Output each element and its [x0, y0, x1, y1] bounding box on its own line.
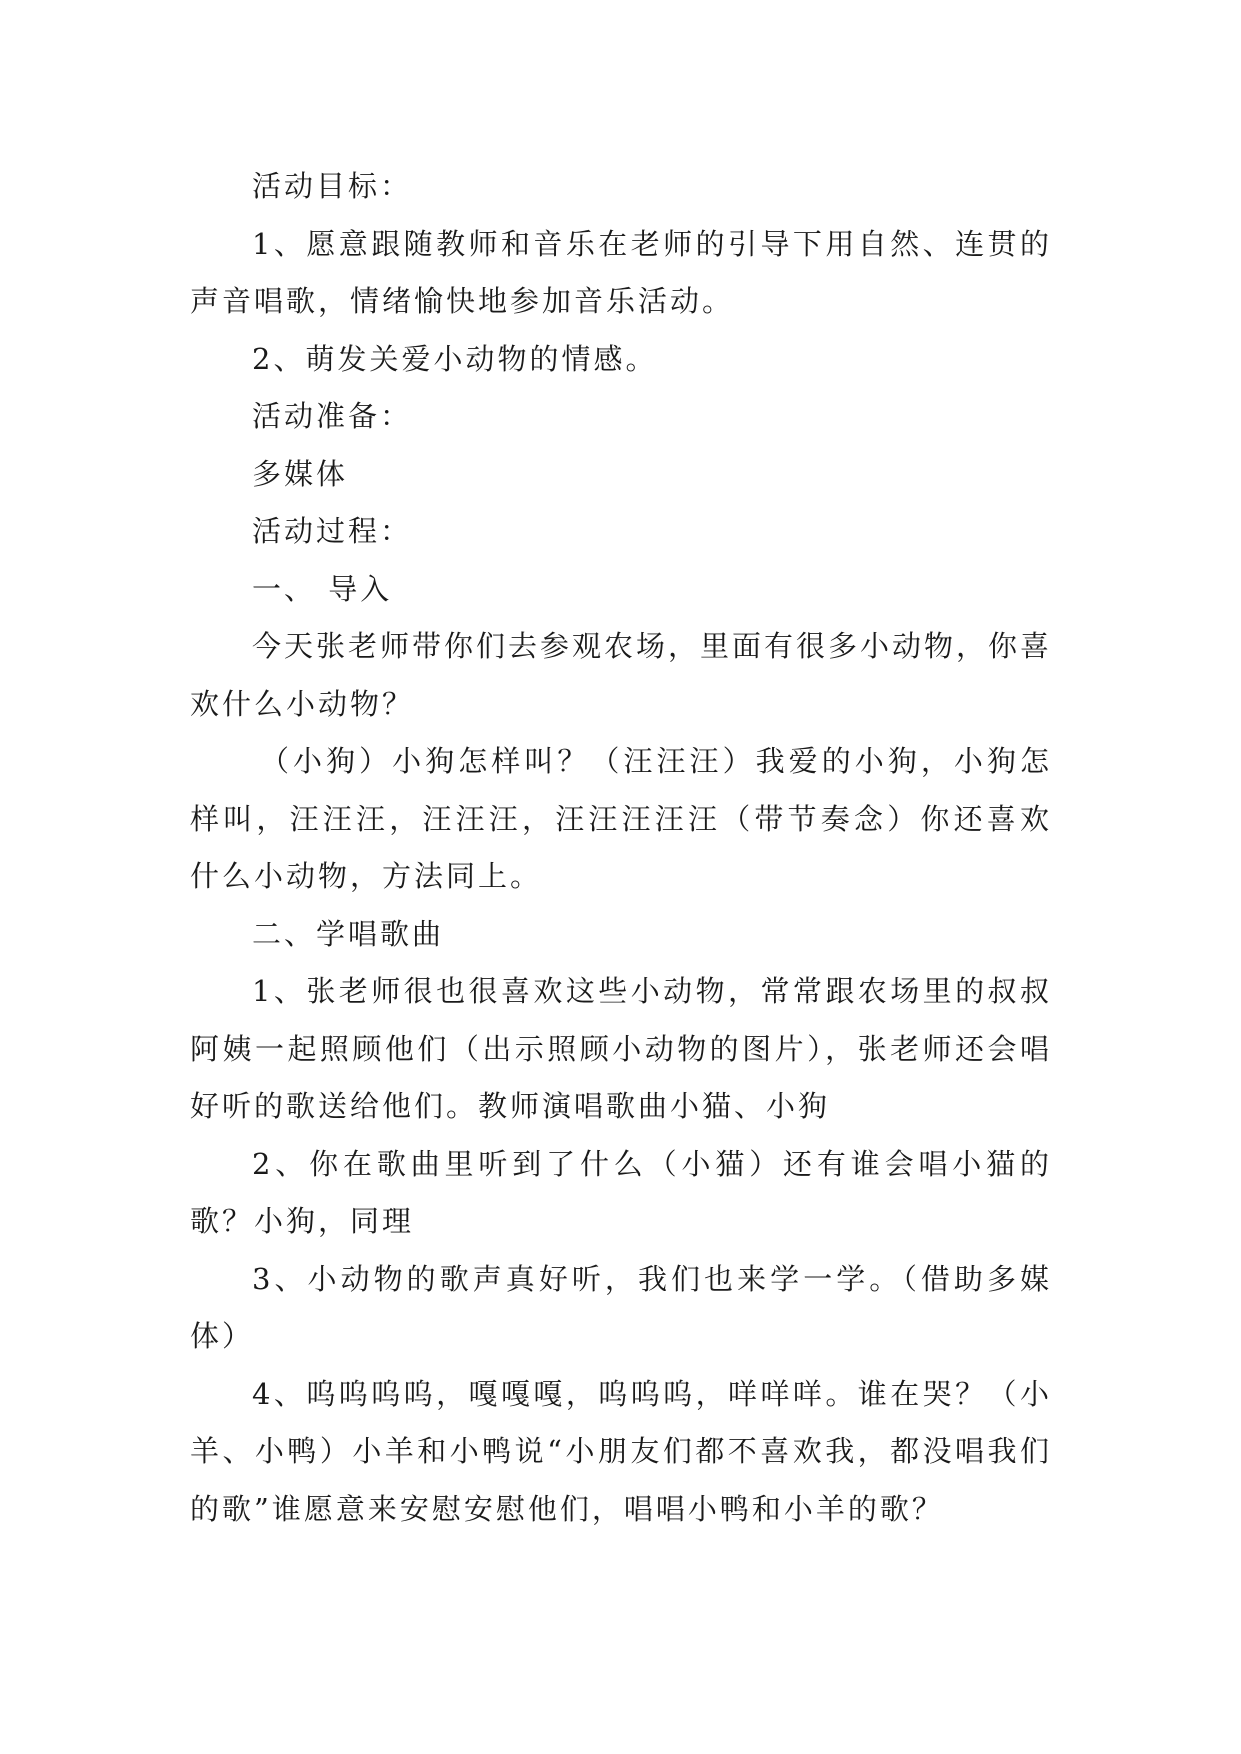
- preparation-item: 多媒体: [252, 456, 349, 491]
- goal-item-1: 1、愿意跟随教师和音乐在老师的引导下用自然、连贯的声音唱歌，情绪愉快地参加音乐活动。: [190, 226, 1052, 318]
- learn-step-3: 3、小动物的歌声真好听，我们也来学一学。（借助多媒体）: [190, 1261, 1052, 1353]
- learn-step-2: 2、你在歌曲里听到了什么（小猫）还有谁会唱小猫的歌？小狗，同理: [190, 1146, 1052, 1238]
- learn-step-1: 1、张老师很也很喜欢这些小动物，常常跟农场里的叔叔阿姨一起照顾他们（出示照顾小动物的图片），张老师还会唱好听的歌送给他们。教师演唱歌曲小猫、小狗: [190, 974, 1052, 1123]
- section-heading-learn-song: 二、学唱歌曲: [252, 916, 445, 951]
- learn-step-4: 4、呜呜呜呜，嘎嘎嘎，呜呜呜，咩咩咩。谁在哭？（小羊、小鸭）小羊和小鸭说“小朋友们都不喜欢我，都没唱我们的歌”谁愿意来安慰安慰他们，唱唱小鸭和小羊的歌？: [190, 1376, 1052, 1526]
- document-body: [190, 158, 1052, 1538]
- heading-activity-preparation: 活动准备：: [252, 399, 413, 433]
- intro-dog-paragraph: （小狗）小狗怎样叫？（汪汪汪）我爱的小狗，小狗怎样叫，汪汪汪，汪汪汪，汪汪汪汪汪（带节奏念）你还喜欢什么小动物，方法同上。: [190, 744, 1052, 893]
- heading-activity-goals: 活动目标：: [252, 169, 413, 203]
- goal-item-2: 2、萌发关爱小动物的情感。: [252, 341, 658, 376]
- section-heading-intro: 一、 导入: [252, 571, 393, 606]
- heading-activity-process: 活动过程：: [252, 514, 413, 548]
- intro-paragraph: 今天张老师带你们去参观农场，里面有很多小动物，你喜欢什么小动物？: [190, 629, 1053, 721]
